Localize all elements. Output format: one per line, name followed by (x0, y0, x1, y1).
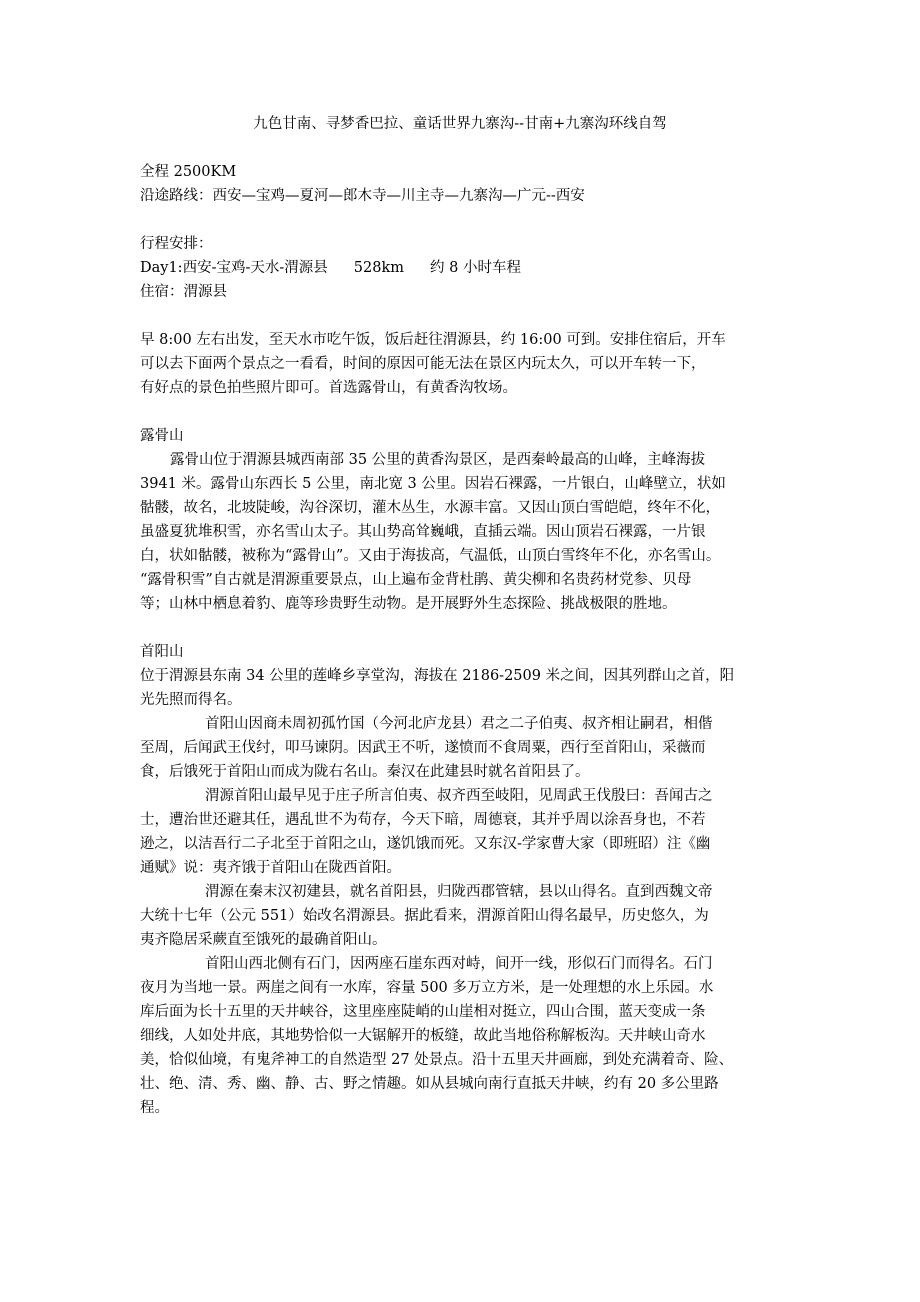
itinerary-label: 行程安排： (140, 236, 213, 252)
lugushan-heading: 露骨山 (140, 428, 184, 444)
shouyangshan-para4-line: 美，恰似仙境，有鬼斧神工的自然造型 27 处景点。沿十五里天井画廊，到处充满着奇、险、 (140, 1052, 734, 1068)
day1-time: 约 8 小时车程 (430, 260, 521, 276)
shouyangshan-para4-line: 壮、绝、清、秀、幽、静、古、野之情趣。如从县城向南行直抵天井峡，约有 20 多公里路 (140, 1076, 719, 1092)
intro-line: 早 8:00 左右出发，至天水市吃午饭，饭后赶往渭源县，约 16:00 可到。安排住宿后，开车 (140, 332, 726, 348)
shouyangshan-para4-line: 程。 (140, 1100, 169, 1116)
lugushan-line: “露骨积雪”自古就是渭源重要景点，山上遍布金背杜鹃、黄尖柳和名贵药材党参、贝母 (140, 572, 692, 588)
lugushan-line: 虽盛夏犹堆积雪，亦名雪山太子。其山势高耸巍峨，直插云端。因山顶岩石裸露，一片银 (140, 524, 706, 540)
intro-line: 有好点的景色拍些照片即可。首选露骨山，有黄香沟牧场。 (140, 380, 517, 396)
shouyangshan-heading: 首阳山 (140, 644, 184, 660)
shouyangshan-para2-line: 逊之，以洁吾行二子北至于首阳之山，遂饥饿而死。又东汉-学家曹大家（即班昭）注《幽 (140, 836, 711, 852)
lugushan-line: 露骨山位于渭源县城西南部 35 公里的黄香沟景区，是西秦岭最高的山峰，主峰海拔 (170, 452, 706, 468)
shouyangshan-intro-line: 位于渭源县东南 34 公里的莲峰乡享堂沟，海拔在 2186-2509 米之间，因其列群山之首，阳 (140, 668, 735, 684)
spacer (140, 616, 780, 640)
lugushan-line: 3941 米。露骨山东西长 5 公里，南北宽 3 公里。因岩石裸露，一片银白，山峰壁立，状如 (140, 476, 726, 492)
shouyangshan-para3-line: 大统十七年（公元 551）始改名渭源县。据此看来，渭源首阳山得名最早，历史悠久，为 (140, 908, 709, 924)
shouyangshan-para1-line: 食，后饿死于首阳山而成为陇右名山。秦汉在此建县时就名首阳县了。 (140, 764, 590, 780)
spacer (140, 400, 780, 424)
shouyangshan-para2-line: 通赋》说：夷齐饿于首阳山在陇西首阳。 (140, 860, 401, 876)
lugushan-line: 等；山林中栖息着豹、鹿等珍贵野生动物。是开展野外生态探险、挑战极限的胜地。 (140, 596, 677, 612)
shouyangshan-intro-line: 光先照而得名。 (140, 692, 242, 708)
shouyangshan-para3-line: 夷齐隐居采蕨直至饿死的最确首阳山。 (140, 932, 387, 948)
shouyangshan-para4-line: 库后面为长十五里的天井峡谷，这里座座陡峭的山崖相对挺立，四山合围，蓝天变成一条 (140, 1004, 706, 1020)
day1-lodging: 住宿：渭源县 (140, 284, 227, 300)
shouyangshan-para4-line: 细线，人如处井底，其地势恰似一大锯解开的板缝，故此当地俗称解板沟。天井峡山奇水 (140, 1028, 706, 1044)
shouyangshan-para3-line: 渭源在秦末汉初建县，就名首阳县，归陇西郡管辖，县以山得名。直到西魏文帝 (205, 884, 713, 900)
shouyangshan-para1-line: 至周，后闻武王伐纣，叩马谏阴。因武王不听，遂愤而不食周粟，西行至首阳山，采薇而 (140, 740, 706, 756)
shouyangshan-para2-line: 渭源首阳山最早见于庄子所言伯夷、叔齐西至岐阳，见周武王伐殷曰：吾闻古之 (205, 788, 713, 804)
shouyangshan-para4-line: 夜月为当地一景。两崖之间有一水库，容量 500 多万立方米，是一处理想的水上乐园。水 (140, 980, 714, 996)
day1-name: Day1:西安-宝鸡-天水-渭源县 (140, 260, 328, 276)
day1-distance: 528km (353, 260, 404, 276)
route-line: 沿途路线：西安—宝鸡—夏河—郎木寺—川主寺—九寨沟—广元--西安 (140, 188, 585, 204)
lugushan-line: 骷髅，故名，北坡陡峻，沟谷深切，灌木丛生，水源丰富。又因山顶白雪皑皑，终年不化， (140, 500, 720, 516)
spacer (140, 208, 780, 232)
shouyangshan-para2-line: 士，遭治世还避其任，遇乱世不为苟存，今天下暗，周德衰，其并乎周以涂吾身也，不若 (140, 812, 706, 828)
day1-summary (140, 256, 780, 280)
total-distance: 全程 2500KM (140, 164, 237, 180)
shouyangshan-para4-line: 首阳山西北侧有石门，因两座石崖东西对峙，间开一线，形似石门而得名。石门 (205, 956, 713, 972)
spacer (140, 136, 780, 160)
intro-line: 可以去下面两个景点之一看看，时间的原因可能无法在景区内玩太久，可以开车转一下， (140, 356, 706, 372)
document-title: 九色甘南、寻梦香巴拉、童话世界九寨沟--甘南+九寨沟环线自驾 (253, 116, 667, 132)
lugushan-line: 白，状如骷髅，被称为“露骨山”。又由于海拔高，气温低，山顶白雪终年不化，亦名雪山。 (140, 548, 721, 564)
shouyangshan-para1-line: 首阳山因商未周初孤竹国（今河北庐龙县）君之二子伯夷、叔齐相让嗣君，相偕 (205, 716, 713, 732)
document-body (140, 112, 780, 1120)
spacer (140, 304, 780, 328)
